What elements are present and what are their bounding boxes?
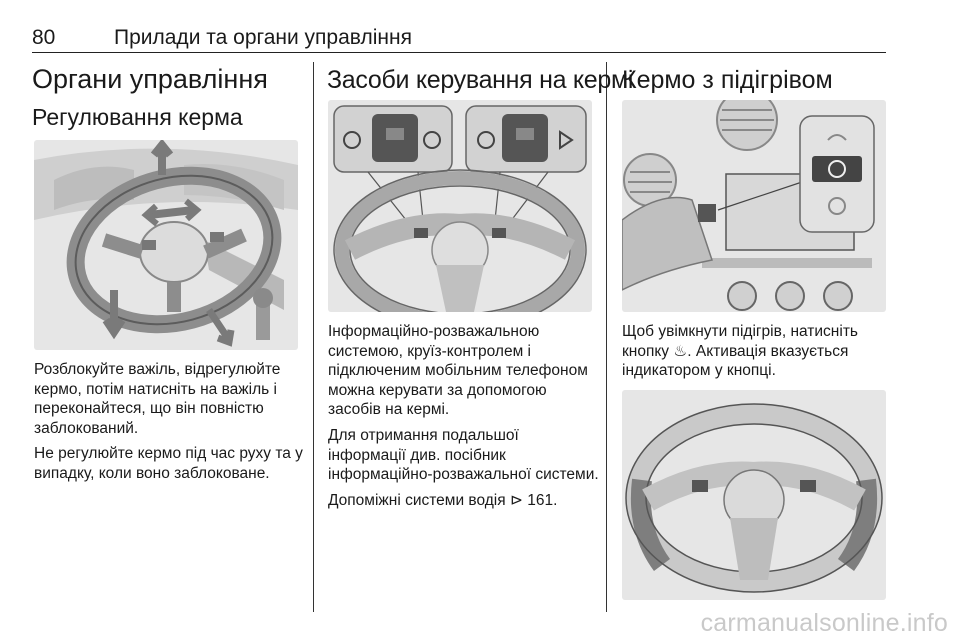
paragraph xyxy=(622,322,894,381)
xref-arrow-icon: ⊳ xyxy=(509,491,523,509)
heated-steering-wheel-figure xyxy=(622,390,886,600)
heated-steering-wheel-icon: ♨ xyxy=(673,342,688,360)
column-divider xyxy=(606,62,607,612)
paragraph: Інформаційно-розважальною системою, круїз-контролем і підключеним мобільним телефоном можна керувати за допомогою засобів на кермі. xyxy=(328,323,588,419)
left-body-text xyxy=(34,360,306,490)
watermark: carmanualsonline.info xyxy=(700,609,948,637)
cross-reference xyxy=(328,491,600,511)
paragraph: Не регулюйте кермо під час руху та у випадку, коли воно заблоковане. xyxy=(34,445,303,482)
section-heading: Органи управління xyxy=(32,64,268,94)
xref-page[interactable]: 161. xyxy=(527,491,558,509)
page-number: 80 xyxy=(32,26,56,49)
steering-adjust-figure xyxy=(34,140,298,350)
column-divider xyxy=(313,62,314,612)
paragraph: Розблокуйте важіль, відрегулюйте кермо, потім натисніть на важіль і переконайтеся, що він повністю заблокований. xyxy=(34,361,281,437)
xref-text: Допоміжні системи водія xyxy=(328,491,506,509)
text-run: Щоб увімкнути підігрів, натисніть кнопку xyxy=(622,323,858,360)
middle-body-text xyxy=(328,322,600,516)
heated-wheel-button-figure xyxy=(622,100,886,312)
text-run: . Активація вказується індикатором у кнопці. xyxy=(622,342,849,380)
paragraph: Для отримання подальшої інформації див. посібник інформаційно-розважальної системи. xyxy=(328,426,599,484)
steering-controls-figure xyxy=(328,100,592,312)
sub-heading: Регулювання керма xyxy=(32,104,243,130)
section-heading: Кермо з підігрівом xyxy=(622,66,833,94)
section-heading: Засоби керування на кермі xyxy=(327,66,634,94)
header-rule xyxy=(32,52,886,53)
right-body-text xyxy=(622,322,894,387)
page-header-title: Прилади та органи управління xyxy=(114,26,412,49)
